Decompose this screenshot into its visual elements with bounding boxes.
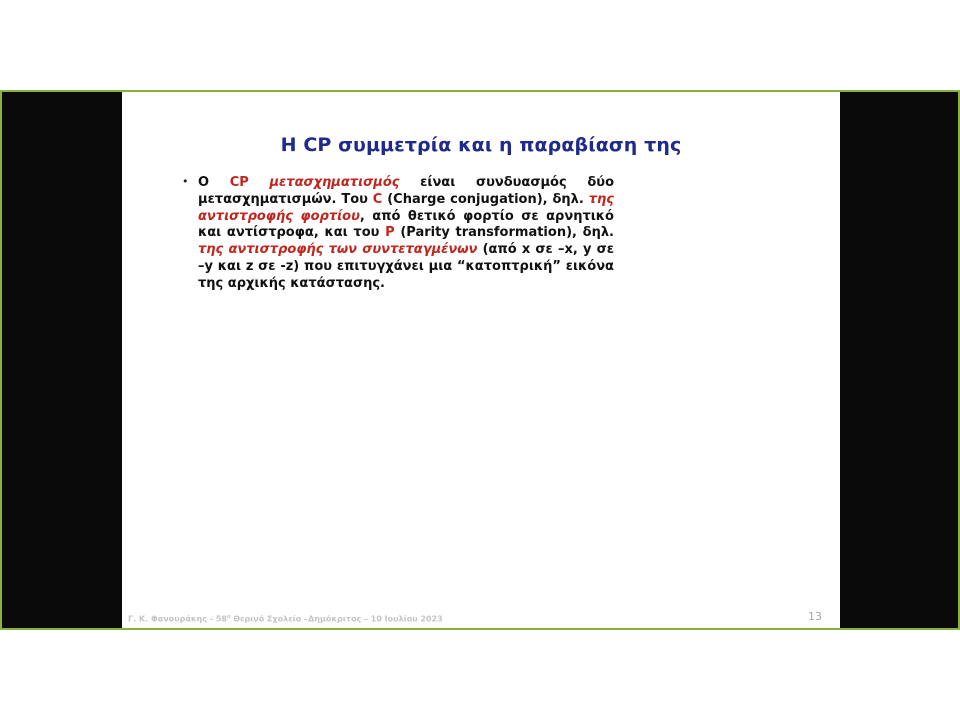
bullet-item <box>182 175 614 293</box>
text-segment: είναι συνδυασμός δύο μετασχηματισμών. Του <box>198 175 614 207</box>
footer-author: Γ. Κ. Φανουράκης - 58 <box>128 614 227 624</box>
page-number: 13 <box>808 610 822 623</box>
slide-canvas <box>122 92 840 628</box>
highlight-coordinate-inversion: της αντιστροφής των συντεταγμένων <box>198 242 478 258</box>
text-segment: (Charge conjugation), δηλ. <box>382 191 589 207</box>
highlight-charge-inversion: της αντιστροφής φορτίου <box>198 191 614 224</box>
footer-superscript: ο <box>226 614 231 620</box>
highlight-c: C <box>372 191 383 207</box>
slide-footer <box>128 614 443 624</box>
slide-frame <box>0 90 960 630</box>
bullet-marker: • <box>182 175 189 188</box>
highlight-transformation: μετασχηματισμός <box>269 175 400 190</box>
bullet-text <box>198 175 614 293</box>
text-segment: (από x σε –x, y σε –y και z σε -z) που επιτυγχάνει μια “κατοπτρική” εικόνα της αρχικής κατάστασης. <box>198 242 614 291</box>
highlight-p: P <box>385 225 395 241</box>
highlight-cp: CP <box>229 175 270 190</box>
text-segment: Ο <box>198 175 230 190</box>
slide-title: Η CP συμμετρία και η παραβίαση της <box>280 134 682 156</box>
text-segment: (Parity transformation), δηλ. <box>394 225 614 241</box>
text-segment: , από θετικό φορτίο σε αρνητικό και αντίστροφα, και του <box>198 208 614 241</box>
footer-event: Θερινό Σχολείο –Δημόκριτος – 10 Ιουλίου 2023 <box>230 614 443 624</box>
